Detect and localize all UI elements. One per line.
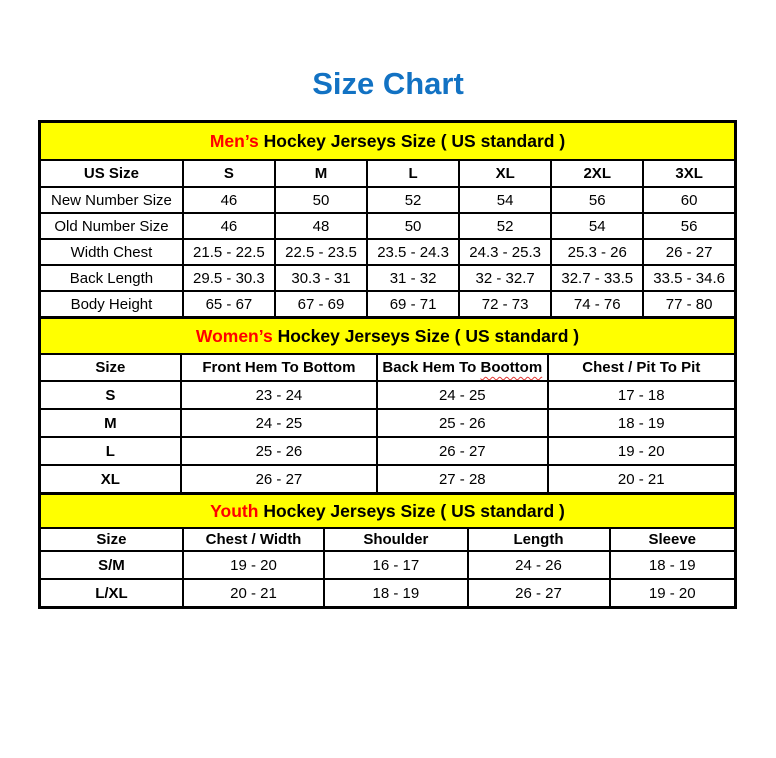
table-row [40,437,736,465]
row-label: L/XL [40,579,183,608]
column-header: Shoulder [324,528,467,551]
size-cell: 20 - 21 [548,465,736,494]
column-header: Chest / Pit To Pit [548,354,736,381]
column-header: S [183,160,275,187]
youth-header-row [40,528,736,551]
size-cell: 77 - 80 [643,291,735,318]
mens-size-table [38,120,737,319]
size-cell: 23 - 24 [181,381,377,409]
size-cell: 56 [643,213,735,239]
table-row [40,265,736,291]
table-row [40,579,736,608]
column-header: Chest / Width [183,528,324,551]
size-cell: 26 - 27 [468,579,610,608]
youth-section-title [40,494,736,529]
size-cell: 25 - 26 [377,409,548,437]
youth-section-band [40,494,736,529]
size-cell: 24.3 - 25.3 [459,239,551,265]
youth-section-title-rest: Hockey Jerseys Size ( US standard ) [263,500,565,521]
column-header: 2XL [551,160,643,187]
size-cell: 23.5 - 24.3 [367,239,459,265]
size-cell: 54 [551,213,643,239]
size-cell: 24 - 25 [377,381,548,409]
mens-section-band [40,122,736,161]
column-header: M [275,160,367,187]
row-label: New Number Size [40,187,183,213]
mens-header-row [40,160,736,187]
size-cell: 50 [275,187,367,213]
row-label: Old Number Size [40,213,183,239]
column-header: L [367,160,459,187]
size-cell: 50 [367,213,459,239]
size-cell: 16 - 17 [324,551,467,579]
womens-section-title-rest: Hockey Jerseys Size ( US standard ) [277,325,580,346]
size-cell: 24 - 25 [181,409,377,437]
size-cell: 19 - 20 [548,437,736,465]
size-cell: 20 - 21 [183,579,324,608]
size-cell: 25 - 26 [181,437,377,465]
size-cell: 74 - 76 [551,291,643,318]
size-cell: 26 - 27 [377,437,548,465]
womens-section-title [40,318,736,355]
size-cell: 25.3 - 26 [551,239,643,265]
size-cell: 18 - 19 [324,579,467,608]
size-cell: 69 - 71 [367,291,459,318]
column-header: Size [40,528,183,551]
row-label: S [40,381,181,409]
size-cell: 26 - 27 [181,465,377,494]
column-header: US Size [40,160,183,187]
column-header: Length [468,528,610,551]
size-cell: 33.5 - 34.6 [643,265,735,291]
mens-section-title-rest: Hockey Jerseys Size ( US standard ) [263,130,566,151]
womens-section-band [40,318,736,355]
womens-section-title-highlight: Women’s [195,325,273,346]
column-header-text: Back Hem To [382,359,477,376]
size-cell: 31 - 32 [367,265,459,291]
column-header: Front Hem To Bottom [181,354,377,381]
size-cell: 22.5 - 23.5 [275,239,367,265]
womens-size-table [38,316,737,495]
size-cell: 18 - 19 [610,551,736,579]
size-cell: 19 - 20 [183,551,324,579]
size-cell: 32.7 - 33.5 [551,265,643,291]
size-cell: 60 [643,187,735,213]
size-cell: 46 [183,187,275,213]
page-title: Size Chart [312,66,464,101]
column-header: 3XL [643,160,735,187]
row-label: L [40,437,181,465]
womens-header-row [40,354,736,381]
size-cell: 32 - 32.7 [459,265,551,291]
size-cell: 29.5 - 30.3 [183,265,275,291]
row-label: Width Chest [40,239,183,265]
size-cell: 67 - 69 [275,291,367,318]
size-cell: 56 [551,187,643,213]
size-cell: 72 - 73 [459,291,551,318]
column-header: Sleeve [610,528,736,551]
youth-size-table [38,492,737,609]
row-label: XL [40,465,181,494]
column-header: Size [40,354,181,381]
size-cell: 30.3 - 31 [275,265,367,291]
misspelled-word: Boottom [480,359,543,376]
size-cell: 24 - 26 [468,551,610,579]
row-label: Body Height [40,291,183,318]
table-row [40,213,736,239]
table-row [40,465,736,494]
table-row [40,187,736,213]
table-row [40,239,736,265]
row-label: Back Length [40,265,183,291]
youth-section-title-highlight: Youth [210,500,259,521]
column-header [377,354,548,381]
table-row [40,551,736,579]
size-cell: 52 [367,187,459,213]
size-cell: 18 - 19 [548,409,736,437]
size-cell: 52 [459,213,551,239]
size-cell: 21.5 - 22.5 [183,239,275,265]
size-cell: 19 - 20 [610,579,736,608]
size-cell: 27 - 28 [377,465,548,494]
row-label: M [40,409,181,437]
size-cell: 17 - 18 [548,381,736,409]
size-cell: 26 - 27 [643,239,735,265]
table-row [40,409,736,437]
column-header: XL [459,160,551,187]
size-cell: 48 [275,213,367,239]
size-cell: 46 [183,213,275,239]
size-cell: 65 - 67 [183,291,275,318]
mens-section-title [40,122,736,161]
table-row [40,381,736,409]
size-cell: 54 [459,187,551,213]
table-row [40,291,736,318]
row-label: S/M [40,551,183,579]
size-chart [38,120,737,609]
mens-section-title-highlight: Men’s [209,130,259,151]
